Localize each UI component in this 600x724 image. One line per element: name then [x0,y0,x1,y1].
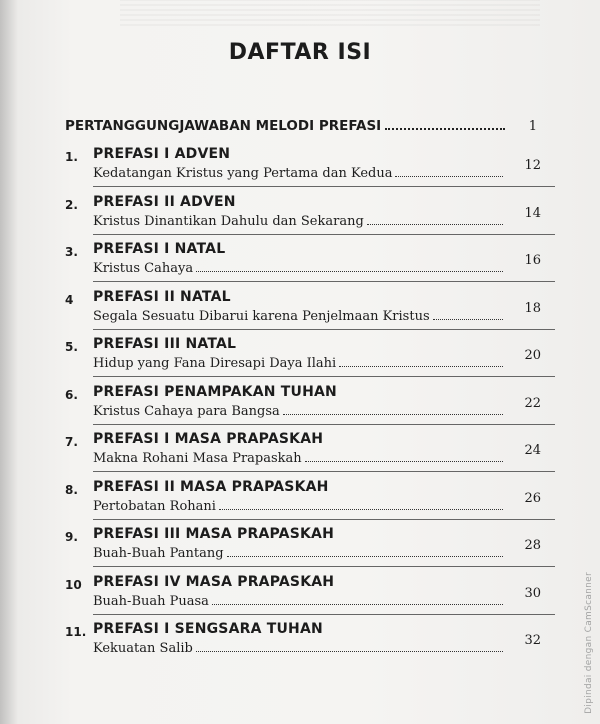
entry-number: 11. [65,625,87,639]
dot-leader [219,500,503,510]
entry-subline [93,166,503,181]
entry-page-number: 18 [524,300,541,316]
toc-intro-row [65,118,555,140]
entry-page-number: 12 [524,158,541,173]
entry-subline [93,594,503,609]
toc-entry [65,235,555,283]
toc-entry [65,473,555,521]
dot-leader [227,547,503,557]
dot-leader [212,595,503,605]
entry-heading: PREFASI I ADVEN [93,146,231,162]
entry-number: 5. [65,340,78,354]
entry-subline [93,451,503,466]
page-title: DAFTAR ISI [228,40,372,65]
dot-leader [196,642,503,652]
entry-number: 7. [65,435,78,449]
entry-subtitle: Segala Sesuatu Dibarui karena Penjelmaan Kristus [93,308,430,324]
dot-leader [305,452,503,462]
entry-subtitle: Buah-Buah Puasa [93,593,209,609]
entry-heading: PREFASI II NATAL [93,288,231,305]
entry-heading: PREFASI I SENGSARA TUHAN [93,621,323,637]
toc-entry [65,378,555,426]
entry-page-number: 30 [524,585,541,601]
spine-shadow [0,0,18,724]
entry-number: 8. [65,482,78,497]
entry-subtitle: Kekuatan Salib [93,641,193,656]
table-of-contents [65,118,555,663]
dot-leader [385,118,505,130]
entry-heading: PREFASI III MASA PRAPASKAH [93,526,334,542]
dot-leader [196,262,503,272]
entry-number: 1. [65,150,78,164]
entry-number: 10 [65,577,82,592]
toc-entry [65,425,555,473]
entry-page-number: 16 [524,253,541,268]
entry-subline [93,214,503,229]
entry-number: 6. [65,387,78,402]
entry-subtitle: Kedatangan Kristus yang Pertama dan Kedua [93,166,393,181]
entry-page-number: 32 [524,633,541,648]
entry-heading: PREFASI II ADVEN [93,193,236,210]
entry-page-number: 24 [524,443,541,458]
entry-subtitle: Kristus Cahaya para Bangsa [93,403,280,419]
toc-entry [65,283,555,331]
entry-page-number: 28 [524,538,541,553]
toc-entry [65,520,555,568]
dot-leader [339,357,503,367]
dot-leader [395,167,503,177]
toc-entry [65,330,555,378]
bleed-through-text [120,0,540,26]
toc-entry [65,140,555,188]
scanner-watermark: Dipindai dengan CamScanner [584,572,594,714]
entry-heading: PREFASI I NATAL [93,241,226,257]
entry-page-number: 22 [524,395,541,411]
toc-entry [65,188,555,236]
toc-intro-label: PERTANGGUNGJAWABAN MELODI PREFASI [65,118,382,134]
entry-subtitle: Kristus Dinantikan Dahulu dan Sekarang [93,213,364,229]
entry-subtitle: Buah-Buah Pantang [93,546,224,561]
dot-leader [283,405,503,415]
entry-subtitle: Kristus Cahaya [93,261,194,276]
entry-subline [93,404,503,419]
entry-heading: PREFASI I MASA PRAPASKAH [93,431,324,447]
entry-subtitle: Pertobatan Rohani [93,498,216,514]
entry-subline [93,641,503,656]
entry-subline [93,499,503,514]
entry-page-number: 26 [524,490,541,506]
entry-page-number: 14 [524,205,541,221]
toc-entry [65,568,555,616]
entry-subtitle: Hidup yang Fana Diresapi Daya Ilahi [93,356,337,371]
entry-number: 2. [65,197,78,212]
toc-intro-page: 1 [528,119,537,134]
toc-entry [65,615,555,663]
entry-page-number: 20 [524,348,541,363]
entry-subline [93,309,503,324]
entry-number: 3. [65,245,78,259]
entry-subline [93,261,503,276]
entry-subline [93,356,503,371]
dot-leader [433,310,503,320]
entry-number: 4 [65,292,74,307]
entry-heading: PREFASI III NATAL [93,336,237,352]
entry-subline [93,546,503,561]
entry-subtitle: Makna Rohani Masa Prapaskah [93,451,302,466]
dot-leader [367,215,503,225]
entry-heading: PREFASI PENAMPAKAN TUHAN [93,383,337,400]
entry-heading: PREFASI II MASA PRAPASKAH [93,478,329,495]
entry-number: 9. [65,530,78,544]
entry-heading: PREFASI IV MASA PRAPASKAH [93,573,335,590]
